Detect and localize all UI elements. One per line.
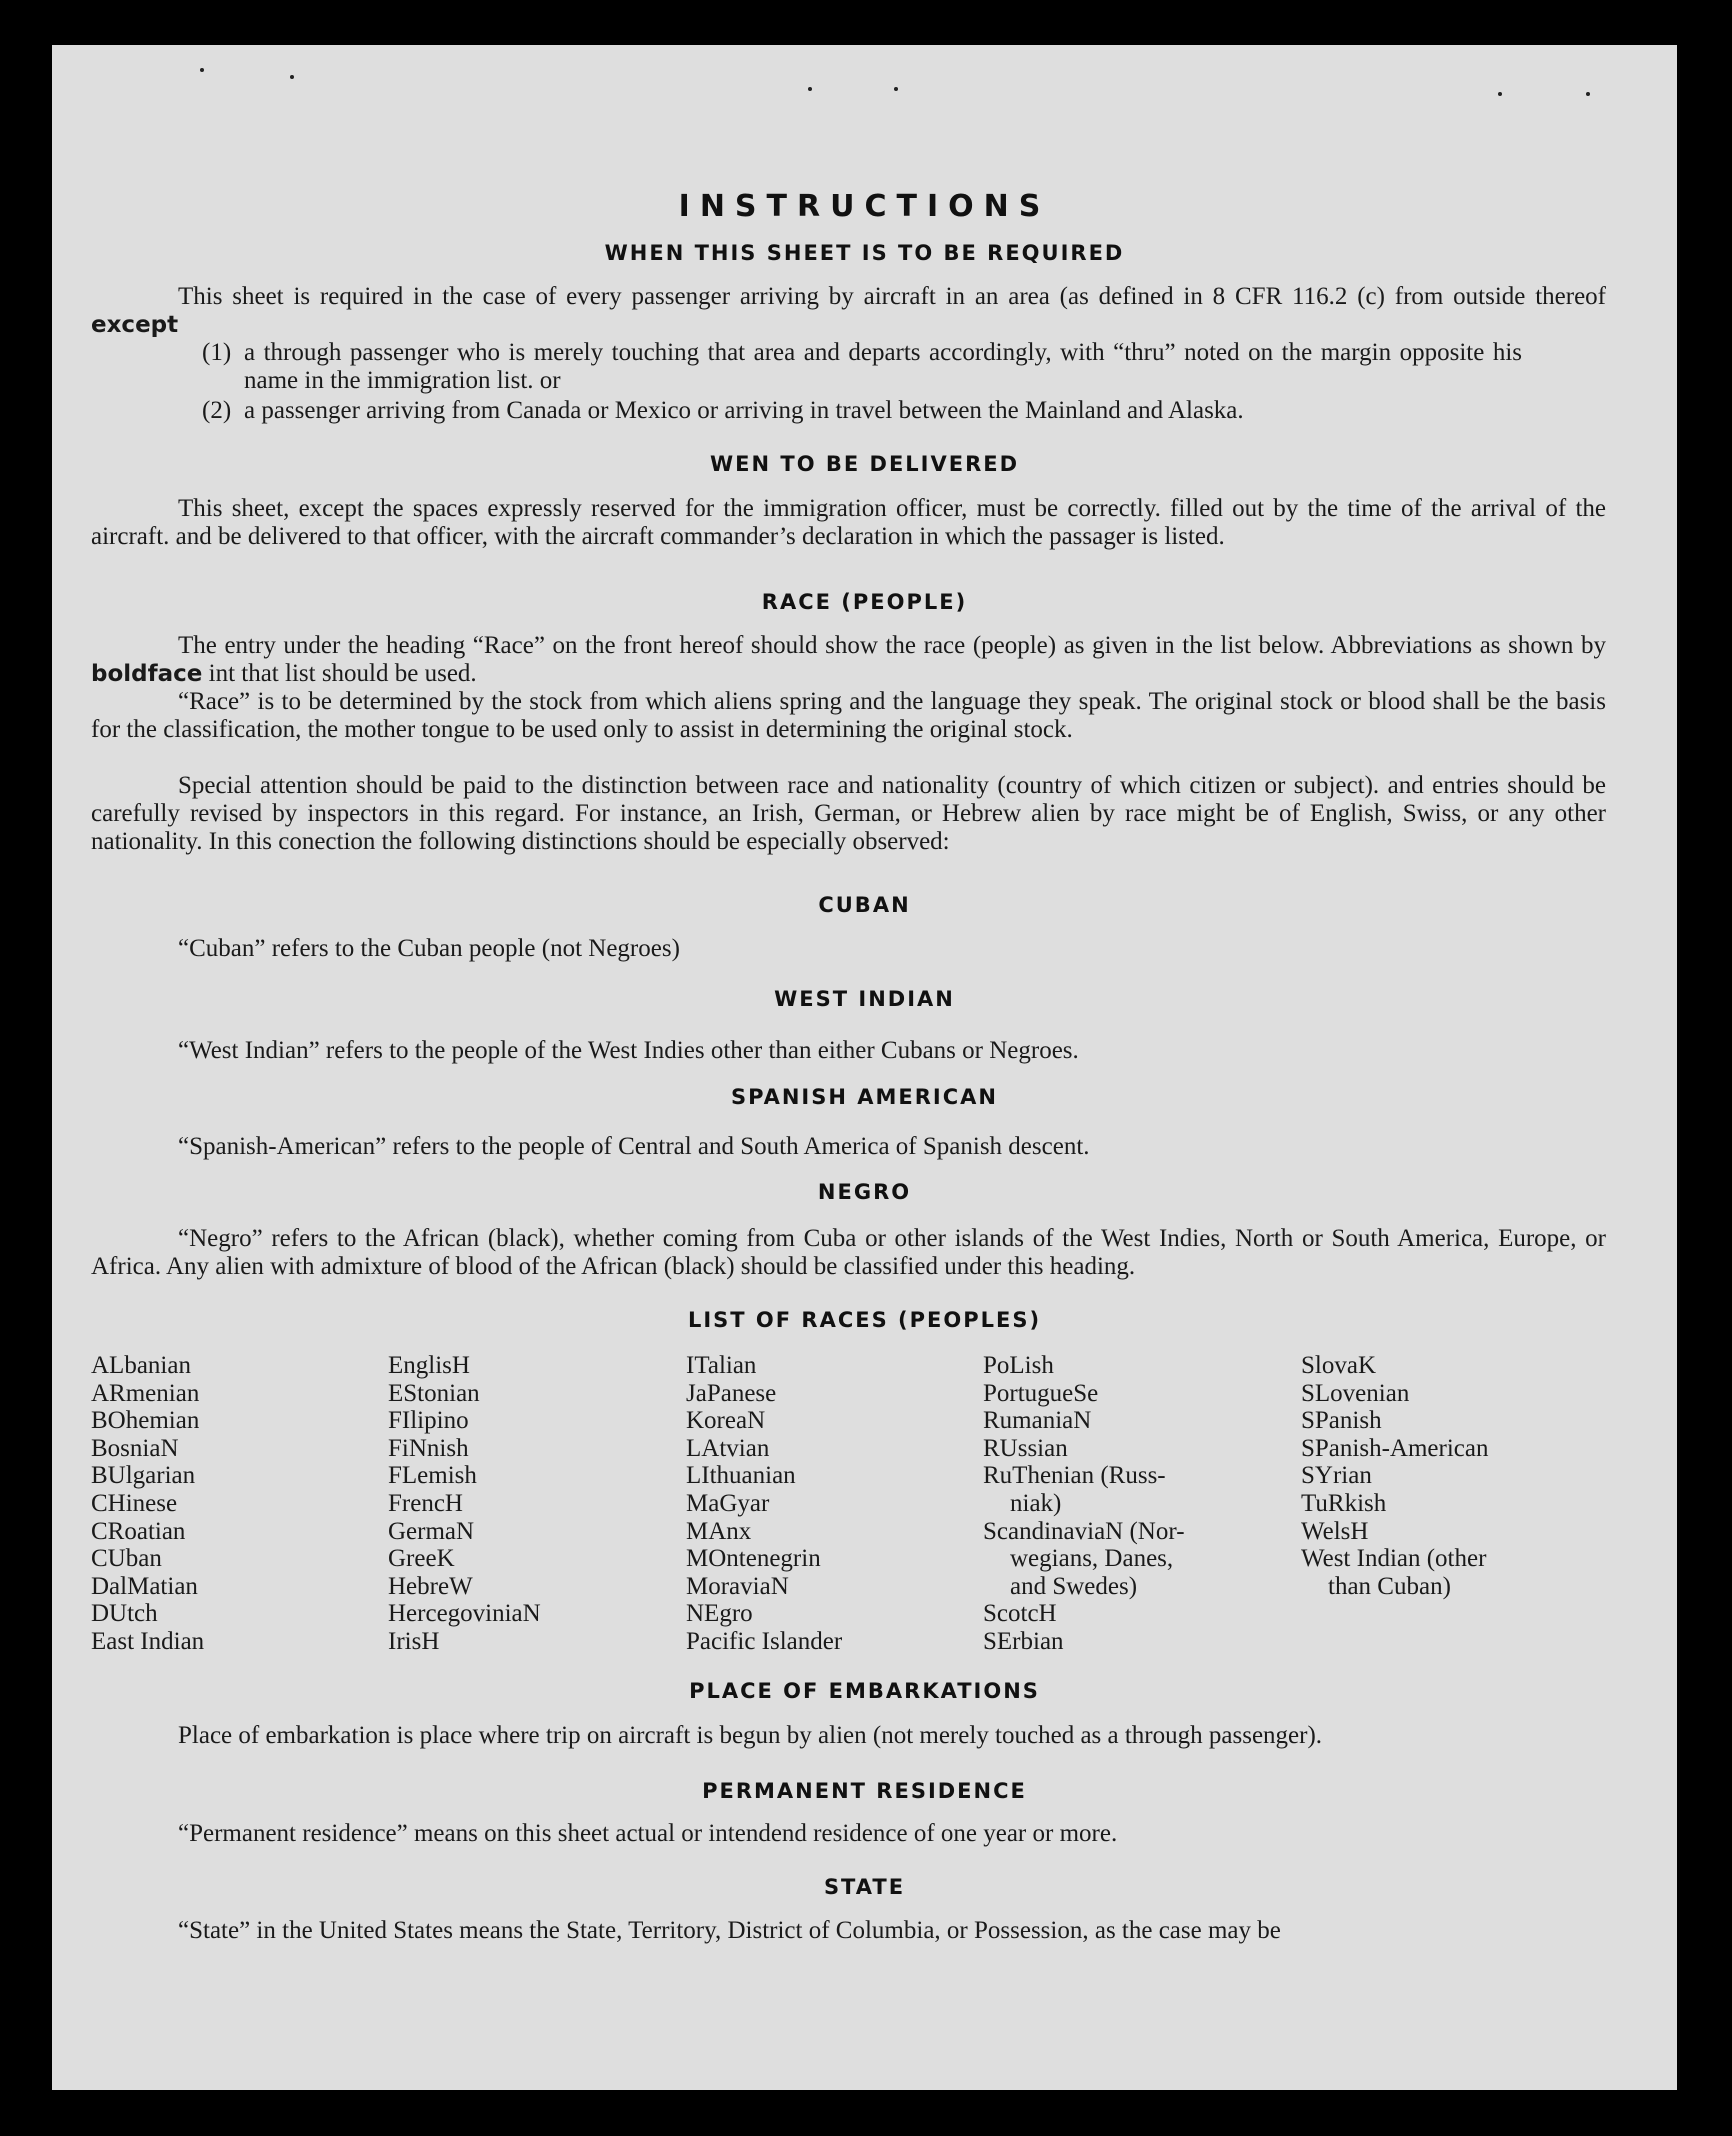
races-column-2 <box>388 1352 541 1656</box>
spanish-american-text: “Spanish-American” refers to the people of Central and South America of Spanish descent. <box>178 1133 1090 1160</box>
race-item: wegians, Danes, <box>1010 1545 1174 1573</box>
race-item: DalMatian <box>91 1572 198 1600</box>
race-text-2: “Race” is to be determined by the stock from which aliens spring and the language they speak. The original stock or blood shall be the basis for the classification, the mother tongue to be used only to assist in determining the original stock. <box>91 688 1606 743</box>
race-item: than Cuban) <box>1328 1572 1451 1600</box>
negro-text: “Negro” refers to the African (black), whether coming from Cuba or other islands of the West Indies, North or South America, Europe, or Africa. Any alien with admixture of blood of the African (black) should be classified under this heading. <box>91 1225 1606 1280</box>
section-heading-list-of-races: LIST OF RACES (PEOPLES) <box>687 1308 1042 1332</box>
delivered-text: This sheet, except the spaces expressly reserved for the immigration officer, must be correctly. filled out by the time of the arrival of the aircraft. and be delivered to that officer, with the aircraft commander’s declaration in which the passager is listed. <box>91 495 1606 550</box>
race-item: West Indian (other <box>1301 1545 1487 1573</box>
speck-mark <box>290 75 294 79</box>
race-item: FrencH <box>388 1489 463 1517</box>
speck-mark <box>1498 92 1502 96</box>
state-paragraph <box>91 1917 1606 1945</box>
race-item: RUssian <box>983 1434 1068 1462</box>
race-item: JaPanese <box>686 1379 777 1407</box>
race-item: CUban <box>91 1545 162 1573</box>
race-item: WelsH <box>1301 1517 1369 1545</box>
race-item: MoraviaN <box>686 1572 789 1600</box>
races-column-4 <box>983 1352 1185 1656</box>
race-item: LAtvian <box>686 1434 770 1462</box>
race-paragraph-3 <box>91 772 1606 856</box>
boldface-bold: boldface <box>91 661 203 687</box>
race-item: RuThenian (Russ- <box>983 1462 1166 1490</box>
race-item: SErbian <box>983 1627 1064 1655</box>
except-bold: except <box>91 312 179 338</box>
section-heading-race: RACE (PEOPLE) <box>761 590 968 614</box>
section-heading-spanish-american: SPANISH AMERICAN <box>731 1085 998 1109</box>
speck-mark <box>894 87 898 91</box>
west-indian-paragraph <box>91 1037 1606 1065</box>
required-text: This sheet is required in the case of every passenger arriving by aircraft in an area (as defined in 8 CFR 116.2 (c) from outside thereof <box>178 283 1606 310</box>
cuban-text: “Cuban” refers to the Cuban people (not Negroes) <box>178 935 680 962</box>
race-item: ITalian <box>686 1352 757 1379</box>
race-item: SYrian <box>1301 1462 1372 1490</box>
race-item: BUlgarian <box>91 1462 196 1490</box>
race-item: PoLish <box>983 1352 1054 1379</box>
race-item: EStonian <box>388 1379 480 1407</box>
race-item: Pacific Islander <box>686 1627 843 1655</box>
race-item: ARmenian <box>91 1379 200 1407</box>
spanish-american-paragraph <box>91 1133 1606 1161</box>
race-paragraph-1 <box>91 632 1606 688</box>
race-item: MaGyar <box>686 1489 770 1517</box>
race-item: FLemish <box>388 1462 477 1490</box>
cuban-paragraph <box>91 935 1606 963</box>
item-number: (1) <box>202 339 232 366</box>
required-paragraph <box>91 283 1606 339</box>
race-item: SLovenian <box>1301 1379 1410 1407</box>
embarkation-paragraph <box>91 1722 1606 1750</box>
race-text-1b: int that list should be used. <box>208 660 477 687</box>
race-item: TuRkish <box>1301 1489 1387 1517</box>
speck-mark <box>200 68 204 72</box>
section-heading-west-indian: WEST INDIAN <box>774 987 955 1011</box>
races-column-1 <box>91 1352 204 1656</box>
section-heading-state: STATE <box>823 1875 906 1899</box>
race-item: HercegoviniaN <box>388 1600 541 1628</box>
race-item: KoreaN <box>686 1407 766 1435</box>
state-text: “State” in the United States means the State, Territory, District of Columbia, or Possession, as the case may be <box>178 1917 1281 1944</box>
speck-mark <box>808 87 812 91</box>
race-item: niak) <box>1010 1489 1062 1517</box>
race-item: BosniaN <box>91 1434 179 1462</box>
section-heading-delivered: WEN TO BE DELIVERED <box>709 452 1020 476</box>
residence-paragraph <box>91 1820 1606 1848</box>
race-item: GreeK <box>388 1545 455 1573</box>
race-item: CHinese <box>91 1489 178 1517</box>
race-paragraph-2 <box>91 688 1606 744</box>
item-text: a passenger arriving from Canada or Mexico or arriving in travel between the Mainland and Alaska. <box>244 397 1244 424</box>
speck-mark <box>1586 92 1590 96</box>
race-item: HebreW <box>388 1572 473 1600</box>
race-item: ScandinaviaN (Nor- <box>983 1517 1185 1545</box>
race-text-1a: The entry under the heading “Race” on the front hereof should show the race (people) as given in the list below. Abbreviations as shown by <box>178 632 1606 659</box>
race-item: SPanish <box>1301 1407 1382 1435</box>
negro-paragraph <box>91 1225 1606 1281</box>
section-heading-required: WHEN THIS SHEET IS TO BE REQUIRED <box>604 241 1125 265</box>
document-page <box>52 45 1677 2090</box>
race-item: SlovaK <box>1301 1352 1376 1379</box>
main-heading: INSTRUCTIONS <box>678 189 1051 224</box>
race-item: ALbanian <box>91 1352 191 1379</box>
race-item: East Indian <box>91 1627 205 1655</box>
item-text: a through passenger who is merely touching that area and departs accordingly, with “thru” noted on the margin opposite his name in the immigration list. or <box>244 339 1522 394</box>
race-item: SPanish-American <box>1301 1434 1489 1462</box>
race-item: FiNnish <box>388 1434 469 1462</box>
residence-text: “Permanent residence” means on this sheet actual or intendend residence of one year or more. <box>178 1820 1118 1847</box>
embarkation-text: Place of embarkation is place where trip on aircraft is begun by alien (not merely touched as a through passenger). <box>178 1722 1323 1749</box>
race-item: IrisH <box>388 1627 440 1655</box>
section-heading-embarkation: PLACE OF EMBARKATIONS <box>689 1679 1040 1703</box>
race-item: CRoatian <box>91 1517 186 1545</box>
race-item: FIlipino <box>388 1407 469 1435</box>
item-number: (2) <box>202 397 232 424</box>
race-item: NEgro <box>686 1600 753 1628</box>
section-heading-negro: NEGRO <box>817 1180 912 1204</box>
section-heading-cuban: CUBAN <box>818 893 911 917</box>
race-item: MAnx <box>686 1517 752 1545</box>
section-heading-residence: PERMANENT RESIDENCE <box>702 1779 1027 1803</box>
races-column-5 <box>1301 1352 1488 1600</box>
race-item: GermaN <box>388 1517 475 1545</box>
race-item: and Swedes) <box>1010 1572 1138 1600</box>
race-item: BOhemian <box>91 1407 200 1435</box>
delivered-paragraph <box>91 495 1606 551</box>
races-column-3 <box>686 1352 842 1656</box>
race-item: LIthuanian <box>686 1462 796 1490</box>
race-item: ScotcH <box>983 1600 1057 1628</box>
race-item: MOntenegrin <box>686 1545 821 1573</box>
race-item: RumaniaN <box>983 1407 1092 1435</box>
race-item: DUtch <box>91 1600 158 1628</box>
race-item: PortugueSe <box>983 1379 1099 1407</box>
race-text-3: Special attention should be paid to the distinction between race and nationality (country of which citizen or subject). and entries should be carefully revised by inspectors in this regard. For instance, an Irish, German, or Hebrew alien by race might be of English, Swiss, or any other nationality. In this conection the following distinctions should be especially observed: <box>91 772 1606 855</box>
race-item: EnglisH <box>388 1352 470 1379</box>
west-indian-text: “West Indian” refers to the people of the West Indies other than either Cubans or Negroes. <box>178 1037 1079 1064</box>
